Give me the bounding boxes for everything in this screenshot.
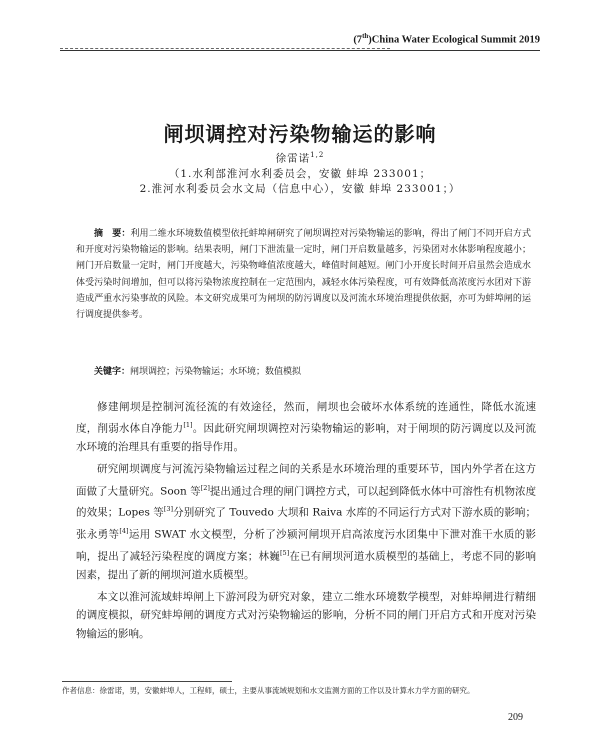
- abstract: [76, 226, 531, 323]
- paragraph-1-text-b: 。因此研究闸坝调控对污染物输运的影响，对于闸坝的防污调度以及河流水环境的治理具有重要的指导作用。: [76, 422, 537, 454]
- paragraph-2-text-d: 运用 SWAT 水文模型，分析了沙颍河闸坝开启高浓度污水团集中下泄对淮干水质的影响，提出了减轻污染程度的调度方案；林巍: [76, 528, 537, 563]
- citation-ref[interactable]: [3]: [163, 505, 174, 514]
- paragraph-2: [76, 460, 536, 584]
- author-affiliation-mark: 1,2: [310, 151, 325, 159]
- author-name-text: 徐雷诺: [275, 152, 311, 165]
- body-text: [76, 398, 536, 647]
- paragraph-2-text-a: 研究闸坝调度与河流污染物输运过程之间的关系是水环境治理的重要环节，国内外学者在这方面做了大量研究。Soon 等: [76, 463, 536, 498]
- keywords-label: 关键字：: [94, 367, 131, 377]
- author-block: [0, 148, 600, 197]
- abstract-label: 摘 要：: [94, 229, 131, 239]
- citation-ref[interactable]: [4]: [119, 527, 129, 536]
- header-text-end: )China Water Ecological Summit 2019: [368, 34, 540, 46]
- paragraph-1: [76, 398, 536, 456]
- paragraph-2-text-e: 在已有闸坝河道水质模型的基础上，考虑不同的影响因素，提出了新的闸坝河道水质模型。: [76, 550, 537, 581]
- paragraph-3: 本文以淮河流域蚌埠闸上下游河段为研究对象，建立二维水环境数学模型，对蚌埠闸进行精细的调度模拟，研究蚌埠闸的调度方式对污染物输运的影响，分析不同的闸门开启方式和开度对污染物输运的影响。: [76, 591, 536, 640]
- keywords: [76, 364, 531, 380]
- paragraph-1-text-a: 修建闸坝是控制河流径流的有效途径，然而，闸坝也会破坏水体系统的连通性，降低水流速度，削弱水体自净能力: [76, 401, 536, 435]
- paragraph-2-text-b: 提出通过合理的闸门调控方式，可以起到降低水体中可溶性有机物浓度的效果；Lopes 等: [76, 485, 537, 519]
- running-header: [60, 28, 540, 51]
- page-number: 209: [508, 712, 523, 723]
- abstract-text: 利用二维水环境数值模型依托蚌埠闸研究了闸坝调控对污染物输运的影响，得出了闸门不同开启方式和开度对污染物输运的影响。结果表明，闸门下泄流量一定时，闸门开启数量越多，污染团对水体影响程度越小；闸门开启数量一定时，闸门开度越大，污染物峰值浓度越大，峰值时间越短。闸门小开度长时间开启虽然会造成水体受污染时间增加，但可以将污染物浓度控制在一定范围内，减轻水体污染程度，可有效降低高浓度污水团对下游造成严重水污染事故的风险。本文研究成果可为闸坝的防污调度以及河流水环境治理提供依据，亦可为蚌埠闸的运行调度提供参考。: [76, 229, 531, 321]
- paper-title: 闸坝调控对污染物输运的影响: [163, 122, 437, 146]
- affiliation-1: （1.水利部淮河水利委员会，安徽 蚌埠 233001；: [168, 167, 432, 180]
- journal-header: [353, 32, 540, 46]
- header-divider: [60, 48, 390, 49]
- footnote-divider: [62, 681, 232, 682]
- paragraph-2-text-c: 分别研究了 Touvedo 大坝和 Raiva 水库的不同运行方式对下游水质的影响；张永勇等: [76, 506, 536, 541]
- citation-ref[interactable]: [5]: [279, 549, 290, 558]
- affiliation-2: 2.淮河水利委员会水文局（信息中心），安徽 蚌埠 233001；）: [139, 182, 461, 195]
- keywords-text: 闸坝调控；污染物输运；水环境；数值模拟: [130, 367, 302, 377]
- citation-ref[interactable]: [1]: [183, 421, 193, 430]
- author-footnote: 作者信息：徐雷诺，男，安徽蚌埠人，工程师，硕士，主要从事流域规划和水文监测方面的工作以及计算水力学方面的研究。: [62, 686, 475, 695]
- header-text-start: (7: [353, 34, 363, 46]
- header-superscript: th: [362, 32, 369, 40]
- citation-ref[interactable]: [2]: [200, 483, 210, 492]
- author-name: [0, 148, 600, 167]
